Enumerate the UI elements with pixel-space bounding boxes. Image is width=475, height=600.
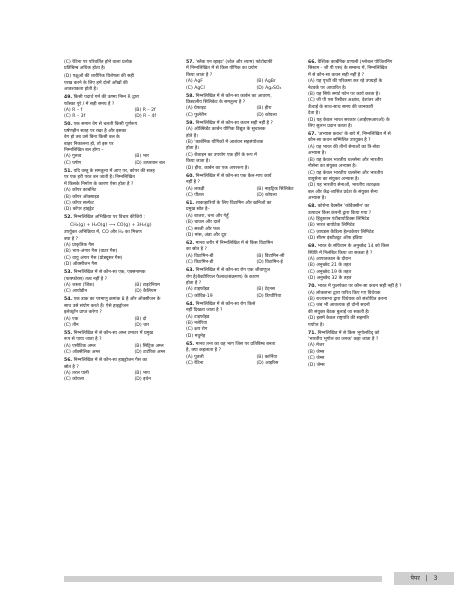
- option-item: होते हैं।: [186, 133, 198, 139]
- question-block: [308, 60, 446, 130]
- question-number: 51.: [64, 168, 73, 174]
- options-list: [64, 317, 202, 330]
- option-item: (B) यह सिर्फ स्मार्ट फोन पर कार्य करता है।: [308, 92, 380, 98]
- question-text: (फास्फोरस) तत्व नहीं है ?: [64, 276, 108, 282]
- question-text: स्थिति में निलंबित किया जा सकता है ?: [308, 250, 373, 256]
- question-text: एक डाक का परमाणु क्रमांक 8 है और ऑक्सीजन के: [73, 297, 161, 303]
- option-item: (B) कार्निया: [256, 354, 278, 360]
- option-item: (C) ऑक्सैलिक अम्ल: [64, 350, 100, 356]
- option-item: (B) चावल और दालें: [186, 220, 221, 226]
- option-item: (A) टाइफॉइड: [186, 314, 210, 320]
- footer-page-label: पेपर | 3: [394, 572, 454, 585]
- option-item: (B) AgBr: [256, 79, 276, 85]
- column-1: [64, 60, 202, 385]
- question-number: 66.: [308, 60, 317, 65]
- option-item: (D) मांस, अंडा और दूध: [186, 232, 227, 238]
- question-number: 68.: [308, 204, 317, 210]
- continuation-line: (C) रेटिना पर परिवर्तित होने वाला प्रत्येक: [64, 60, 133, 65]
- option-item: (C) सब्जी और फल: [186, 226, 220, 232]
- option-item: (D) यह भारतीय सेनाओं, भारतीय तटरक्षक: [308, 183, 380, 189]
- option-item: (D) Ag₂SO₄: [256, 85, 282, 91]
- option-item: (C) घर्षण: [64, 160, 81, 166]
- option-item: (D) अनुच्छेद 32 के तहत: [308, 276, 352, 282]
- options-list: [64, 108, 202, 121]
- option-item: (C) कॉपर सल्फेट: [64, 200, 94, 206]
- continuation-line: (D) पक्षुओं की शारीरिक विशेषता की सही: [64, 74, 134, 80]
- option-item: (B) मलेरिया: [186, 321, 207, 326]
- option-item: (A) टाइफॉइड: [186, 287, 210, 293]
- options-list: [186, 214, 324, 240]
- options-list: [308, 343, 446, 369]
- options-list: [186, 254, 324, 267]
- option-item: (C) R – 3f: [64, 114, 86, 120]
- continuation-line: प्रतिबिम्ब अधिक होता है।: [64, 66, 106, 72]
- option-item: (A) एसीटिक अम्ल: [64, 343, 96, 349]
- option-item: (B) कॉपर ऑक्साइड: [64, 194, 100, 200]
- options-list: [186, 287, 324, 300]
- option-item: (B) टाइटेनियम: [134, 282, 160, 288]
- question-number: 59.: [186, 120, 195, 126]
- option-item: (A) प्राकृतिक गैस: [64, 242, 95, 248]
- question-number: 52.: [64, 215, 73, 221]
- options-list: [186, 355, 324, 368]
- question-text: साथ उसे संयोग करते हैं। ऐसे हाइड्रोजन: [64, 303, 129, 309]
- option-item: देता है।: [308, 111, 320, 117]
- option-item: (B) विटामिन-सी: [256, 253, 285, 259]
- question-block: [64, 331, 202, 357]
- option-item: (D) इसमें केवल राष्ट्रपति की सहमति: [308, 316, 369, 322]
- option-item: (D) कोयला: [256, 192, 277, 198]
- question-text: का स्रोत है ?: [186, 247, 207, 253]
- question-number: 67.: [308, 132, 317, 138]
- option-item: वायुसेना का संयुक्त अभ्यास है।: [308, 176, 360, 182]
- option-item: (C) अनुच्छेद 19 के तहत: [308, 269, 352, 275]
- option-item: (B) भार: [134, 154, 149, 160]
- option-item: (A) विटामिन-बी: [186, 253, 214, 259]
- question-text: मानव शरीर में निम्नलिखित में से किस विटामिन: [195, 240, 273, 246]
- option-item: (C) रेटिना: [186, 361, 204, 367]
- question-number: 53.: [64, 270, 73, 276]
- options-list: [64, 188, 202, 214]
- question-block: [186, 302, 324, 340]
- question-text: रोग है(बैक्टीरियल फैलाव/संक्रमण) के कारण: [186, 274, 260, 280]
- question-text: क्रिस्टलीय सिलिकेट के समतुल्य है ?: [186, 100, 246, 106]
- option-item: ऊँचाई के साथ-साथ समय की जानकारी: [308, 104, 374, 110]
- option-item: (B) नाइट्रिक सिलिकेट: [256, 186, 294, 192]
- option-item: (C) यह केवल भारतीय थलसेना और भारतीय: [308, 170, 383, 176]
- question-text: निम्नलिखित में से कौन-सा कथन सही नहीं है ?: [195, 120, 273, 126]
- options-list: [64, 154, 202, 167]
- option-item: (A) मेजर: [308, 343, 325, 349]
- option-item: (A) पुतली: [186, 354, 204, 360]
- options-list: [186, 106, 324, 119]
- option-item: (A) AgF: [186, 79, 203, 85]
- question-text: नहीं दिखता जाता है ?: [186, 308, 223, 314]
- question-text: भारत में फुलपेकर पर कौन-सा कथन सही नहीं है ?: [317, 284, 402, 290]
- question-text: में किसके निर्माण के कारण ऐसा होता है ?: [64, 181, 134, 187]
- option-item: (A) कॉपर कार्बोनेट: [64, 188, 97, 194]
- question-text: निम्नलिखित में से कौन-सा कार्बन का आवरण,: [195, 93, 272, 99]
- option-item: (D) विटामिन-ई: [256, 260, 283, 266]
- option-item: (B) भाप-अंगार गैस (वाटर गैस): [64, 249, 118, 255]
- question-text: निम्नलिखित में से कौन-सा अम्ल टमाटर में प्रमुख: [73, 331, 154, 336]
- option-item: (C) वायु अंगार गैस (प्रोड्यूसर गैस): [64, 255, 123, 261]
- option-item: (D) कोयला: [256, 112, 277, 118]
- question-block: [186, 94, 324, 120]
- options-list: [186, 127, 324, 172]
- question-text: 'अभ्यास कवच' के बारे में, निम्नलिखित में से: [317, 132, 391, 138]
- question-text: बाहर निकालना हो, तो इस पर: [64, 141, 114, 147]
- question-block: [186, 342, 324, 368]
- question-text: 'भारतीय भूगोल का जनक' कहा जाता है ?: [308, 337, 379, 343]
- continuation-line: परख करने के लिए हमें दोनों आँखों की: [64, 80, 128, 86]
- option-item: (C) आयोडीन: [64, 289, 87, 295]
- option-item: (B) टेट्नस: [256, 287, 275, 293]
- option-item: (C) ज़ायडस कैडिला हेल्थकेयर लिमिटेड: [308, 229, 374, 235]
- question-text: निम्नलिखित में से किस भूगोलविद् को: [317, 330, 380, 336]
- option-item: (A) ग्रेफाइट: [186, 106, 207, 112]
- question-block: [64, 270, 202, 296]
- question-text: भारत के संविधान के अनुच्छेद 14 को किस: [317, 244, 390, 250]
- question-text: होता है ?: [186, 280, 202, 286]
- option-item: (C) जी पी एस रिसीवर अक्षांश, देशांतर और: [308, 98, 382, 104]
- option-item: (C) AgCl: [186, 85, 205, 91]
- question-number: 50.: [64, 122, 73, 128]
- question-block: [64, 358, 202, 384]
- question-text: किया जाता है ?: [186, 72, 213, 78]
- question-block: [308, 132, 446, 202]
- question-block: [308, 284, 446, 329]
- option-item: (A) यह भारत की तीनों सेनाओं का त्रि-सेवा: [308, 144, 380, 150]
- option-item: (A) तरल पानी: [64, 371, 89, 377]
- question-number: 62.: [186, 240, 195, 246]
- footer-bar: [64, 576, 382, 582]
- question-block: [64, 169, 202, 214]
- question-text: उपर्युक्त अभिक्रिया में, CO और H₂ का मिश्रण: [64, 230, 142, 236]
- question-text: निम्नलिखित में से कौन-सा हाइड्रोजन गैस का: [73, 358, 148, 364]
- continuation-block: [64, 74, 202, 93]
- question-number: 65.: [186, 341, 195, 347]
- question-number: 61.: [186, 200, 195, 206]
- question-text: क्या है ?: [64, 236, 79, 242]
- option-item: (A) हिंदुस्तान एंटीबायोटिक्स लिमिटेड: [308, 216, 370, 222]
- option-item: लिए सुलभ प्रदान करता है।: [308, 124, 353, 130]
- question-text: सिस्टम - जी पी एस) के सम्बन्ध में, निम्नलिखित: [308, 66, 388, 72]
- option-item: (B) जेम्स: [308, 349, 325, 355]
- options-list: [64, 280, 202, 296]
- question-text: घर्षणहीन सतह पर रखा है और इसका: [64, 128, 127, 134]
- option-item: (B) R – 2f: [134, 108, 156, 114]
- option-item: (C) कोविड-19: [186, 293, 213, 299]
- option-item: (D) चार: [134, 323, 150, 328]
- question-text: रूप से पाया जाता है ?: [64, 337, 102, 343]
- question-number: 55.: [64, 331, 73, 336]
- question-block: [64, 122, 202, 167]
- question-text: निम्नलिखित में से कौन-सा रोग एक जीवाणुज: [195, 268, 270, 274]
- option-item: अभ्यास है।: [308, 196, 327, 202]
- option-item: बल और केंद्र-शासित प्रदेश के संयुक्त सैन्य: [308, 189, 378, 195]
- option-item: (A) ऑक्सिडेंट कार्बन यौगिक विद्युत के सुचालक: [186, 127, 266, 133]
- footer-paper-label: पेपर: [410, 575, 420, 582]
- question-text: कोरोना वैक्सीन 'कोवैक्सीन' का: [317, 204, 370, 210]
- options-list: [64, 341, 202, 357]
- option-item: (D) डिप्थीरिया: [256, 293, 282, 299]
- question-text: किसी पदार्थ गर्म की ऊष्मा निम्न R द्वारा: [73, 95, 139, 101]
- option-item: (D) R – 4f: [134, 114, 157, 120]
- option-item: (D) कैलियम: [134, 289, 157, 295]
- question-number: 70.: [308, 284, 317, 290]
- question-text: है, क्या कहलाता है ?: [186, 348, 222, 354]
- question-number: 56.: [64, 358, 73, 364]
- question-text: निम्नलिखित में से कौन-सा रोग किसे: [195, 301, 256, 307]
- question-number: 54.: [64, 297, 73, 303]
- option-item: अभ्यास है।: [308, 151, 327, 157]
- question-block: [186, 268, 324, 300]
- question-number: 64.: [186, 301, 195, 307]
- question-block: [308, 244, 446, 282]
- question-text: वैश्विक कार्बनिक प्रणाली (ग्लोबल पोजिशनिंग: [317, 60, 393, 65]
- question-text-line: [64, 215, 202, 221]
- option-item: (C) क्षय रोग: [186, 327, 208, 333]
- question-text: शाकाहारियों के लिए विटामिन और खनिजों का: [195, 200, 272, 206]
- footer-page-number: 3: [433, 575, 438, 582]
- question-text: प्रमुख स्रोत है–: [186, 207, 210, 213]
- option-item: (B) भाप: [134, 371, 150, 377]
- option-item: की संयुक्त बैठक बुलाई जा सकती है।: [308, 309, 370, 315]
- option-item: (A) आपातकाल के दौरान: [308, 256, 351, 262]
- option-item: पर्याप्त है।: [308, 322, 325, 328]
- option-item: (A) R – f: [64, 108, 83, 114]
- option-item: (B) दो: [134, 316, 147, 322]
- option-item: (A) जस्ता (जिंक): [64, 282, 95, 288]
- question-block: [186, 60, 324, 92]
- question-text: निम्नलिखित अभिक्रिया पर विचार कीजिये :: [73, 215, 145, 221]
- option-item: (A) एक: [64, 316, 79, 322]
- continuation-block: [64, 60, 202, 73]
- option-item: (B) 'कार्बनिक यौगिकों में आबंधन सहसंयोजक: [186, 140, 264, 146]
- options-list: [308, 217, 446, 243]
- question-number: 58.: [186, 93, 195, 99]
- options-list: [308, 257, 446, 283]
- page-footer: [64, 572, 454, 585]
- option-item: (D) इथेन: [134, 377, 151, 383]
- options-list: [308, 145, 446, 203]
- question-number: 57.: [186, 60, 195, 65]
- option-item: (C) कोयला: [64, 377, 84, 383]
- option-item: (D) आइरिस: [256, 361, 279, 367]
- option-item: (D) जेम्स: [308, 362, 325, 368]
- option-item: (A) यह पृथ्वी की परिक्रमा कर रहे उपग्रहों के: [308, 79, 383, 85]
- question-text: निम्नलिखित बल होगा –: [64, 148, 104, 154]
- option-item: (A) लकड़ी: [186, 186, 205, 192]
- option-item: (B) भारत बायोटेक लिमिटेड: [308, 223, 355, 229]
- option-item: होता है।: [186, 146, 200, 152]
- question-block: [186, 201, 324, 239]
- question-text: यदि वस्तु के समतुल्य में आए पर, कोपर की सतह: [73, 168, 155, 174]
- chemical-equation: CH₄(g) + H₂O(g) ⟶ CO(g) + 3H₂(g): [70, 222, 152, 228]
- question-number: 71.: [308, 330, 317, 336]
- options-list: [186, 79, 324, 92]
- question-text: में निम्नलिखित में से किस यौगिक का प्रयोग: [186, 66, 258, 72]
- column-2: [186, 60, 324, 369]
- option-item: (C) बेंजाइन का उपयोग एक हीरे के रूप में: [186, 152, 257, 158]
- option-item: (D) यह केवल भारत सरकार (आईएसआरओ) के: [308, 117, 390, 123]
- question-text: निम्नलिखित में से कौन-सा एक, एक्सनामक: [73, 270, 146, 276]
- question-block: [64, 95, 202, 121]
- option-item: (B) हीरा: [256, 106, 272, 112]
- option-item: (D) उत्प्लावन बल: [134, 160, 165, 166]
- option-item: (C) तीन: [64, 323, 79, 328]
- option-item: (D) ऑक्सीजन गैस: [64, 262, 98, 268]
- options-list: [64, 371, 202, 384]
- question-text: में से कौन-सा कथन सही नहीं है ?: [308, 72, 365, 78]
- question-text: फॉस्का पूरे / में सही समय है ?: [64, 101, 115, 107]
- option-item: (A) बाजरा, चना और गेहूँ: [186, 213, 229, 219]
- option-item: (C) जेम्स: [308, 356, 325, 362]
- question-block: [64, 297, 202, 329]
- question-block: [186, 241, 324, 267]
- option-item: (C) पीतल: [186, 192, 204, 198]
- option-item: (B) सिट्रिक अम्ल: [134, 343, 164, 349]
- option-item: (D) टार्टरिक अम्ल: [134, 350, 166, 356]
- question-text: नहीं है ?: [186, 180, 200, 186]
- option-item: (C) जब भी आवश्यक हो दोनों सदनों: [308, 303, 370, 309]
- option-item: (D) हीरा, कार्बन का एक अपररूप है।: [186, 165, 250, 171]
- option-item: (B) अनुच्छेद 21 के तहत: [308, 263, 352, 269]
- question-text: वेग हो तब उसे बिना किसी बल के: [64, 135, 120, 141]
- option-item: (D) कॉपर हाइड्रेट: [64, 207, 94, 213]
- question-block: [64, 215, 202, 268]
- options-list: [308, 291, 446, 329]
- question-text: एक समान वेग से चलती किसी पूर्णरूप: [73, 122, 138, 128]
- question-text: मानव तन्त्र का वह भाग जिस पर प्रतिबिम्ब बनता: [195, 341, 276, 347]
- question-number: 63.: [186, 268, 195, 274]
- question-number: 60.: [186, 173, 195, 179]
- options-list: [186, 315, 324, 341]
- option-item: (C) फुलेरीन: [186, 112, 207, 118]
- question-text: उत्पादन किस कंपनी द्वारा किया गया ?: [308, 210, 372, 216]
- continuation-line: आवश्यकता होती है।: [64, 87, 98, 93]
- question-text: निम्नलिखित में से कौन-सा एक कैल-माप कार्य: [195, 173, 272, 179]
- options-list: [186, 187, 324, 200]
- option-item: (D) मधुमेह: [186, 333, 206, 339]
- option-item: किया जाता है।: [186, 159, 211, 165]
- question-block: [308, 331, 446, 369]
- question-text: कौन-सा कथन सम्मिलित उपयुक्त है ?: [308, 138, 371, 144]
- question-number: 49.: [64, 95, 73, 101]
- option-item: (A) गुरुत्व: [64, 154, 82, 160]
- question-number: 69.: [308, 244, 317, 250]
- question-block: [308, 204, 446, 242]
- question-block: [186, 121, 324, 172]
- question-text: 'ब्लैक एन व्हाइट' (श्वेत और श्याम) फोटोग्राफी: [195, 60, 273, 65]
- question-text: पर एक हरी परत बन जाती है। निम्नलिखित: [64, 175, 135, 181]
- option-item: (B) राज्यसभा द्वारा विधेयक को संशोधित करना: [308, 297, 387, 302]
- option-item: नौसेना का संयुक्त अभ्यास है।: [308, 164, 357, 170]
- options-list: [308, 79, 446, 130]
- options-list: [64, 240, 202, 269]
- column-3: [308, 60, 446, 371]
- option-item: (A) लोकसभा द्वारा पारित किए गए विधेयक: [308, 290, 381, 296]
- option-item: (C) विटामिन-डी: [186, 260, 214, 266]
- question-block: [186, 174, 324, 200]
- option-item: (D) सीरम इंस्टीट्यूट ऑफ इंडिया: [308, 236, 363, 242]
- option-item: नेटवर्क पर आधारित है।: [308, 85, 347, 91]
- question-text: इलेक्ट्रॉन प्राप्त करेगा ?: [64, 310, 102, 316]
- option-item: (B) यह केवल भारतीय थलसेना और भारतीय: [308, 157, 383, 163]
- question-text: स्रोत है ?: [64, 364, 79, 370]
